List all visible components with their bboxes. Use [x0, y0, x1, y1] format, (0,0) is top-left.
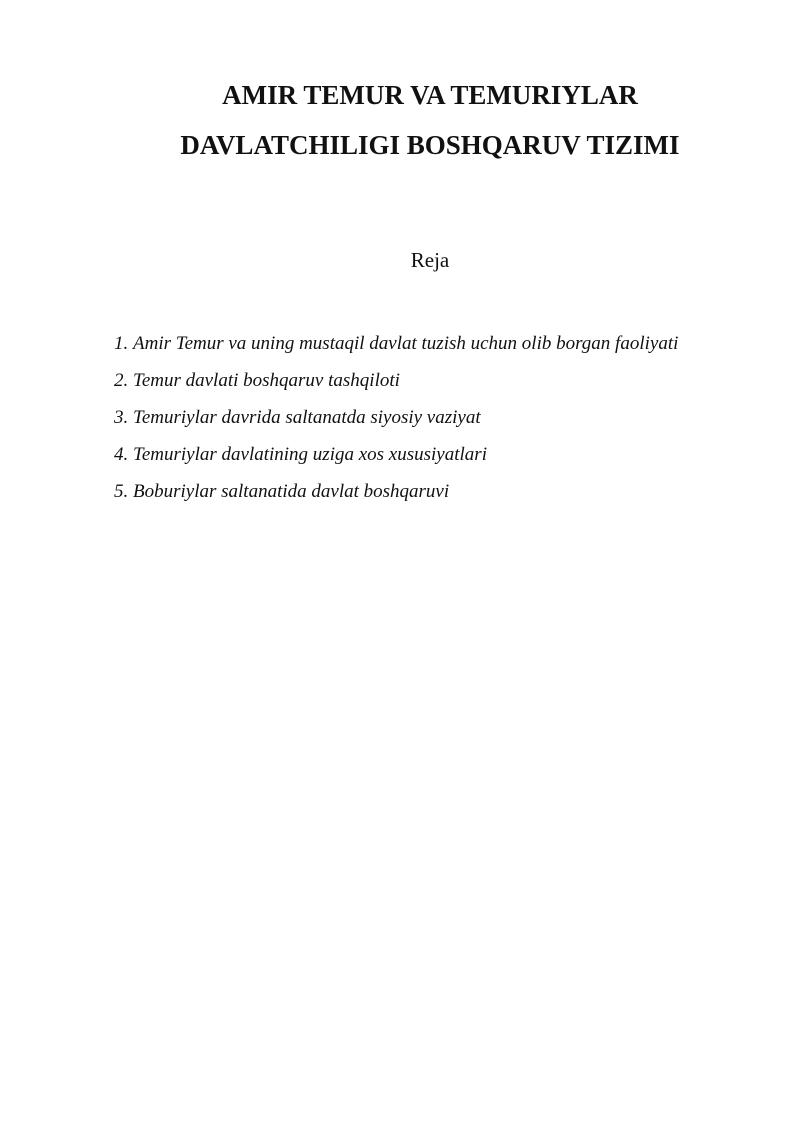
plan-item-number: 5.: [114, 481, 129, 502]
plan-item-number: 3.: [114, 407, 129, 428]
plan-item-text: Amir Temur va uning mustaqil davlat tuzish uchun olib borgan faoliyati: [133, 333, 679, 354]
plan-item-3: [114, 399, 694, 436]
plan-item-text: Boburiylar saltanatida davlat boshqaruvi: [133, 481, 450, 502]
plan-item-number: 2.: [114, 370, 129, 391]
plan-item-5: [114, 473, 694, 510]
plan-heading: Reja: [410, 248, 450, 272]
document-title-line-2: DAVLATCHILIGI BOSHQARUV TIZIMI: [180, 130, 680, 160]
plan-item-1: [114, 325, 694, 362]
plan-item-2: [114, 362, 694, 399]
document-title-line-1: AMIR TEMUR VA TEMURIYLAR: [222, 80, 638, 110]
plan-item-number: 4.: [114, 444, 129, 465]
plan-item-text: Temuriylar davlatining uziga xos xususiyatlari: [133, 444, 487, 465]
plan-list: [114, 325, 694, 510]
plan-item-text: Temuriylar davrida saltanatda siyosiy vaziyat: [133, 407, 481, 428]
plan-item-text: Temur davlati boshqaruv tashqiloti: [133, 370, 400, 391]
plan-item-4: [114, 436, 694, 473]
plan-item-number: 1.: [114, 333, 129, 354]
